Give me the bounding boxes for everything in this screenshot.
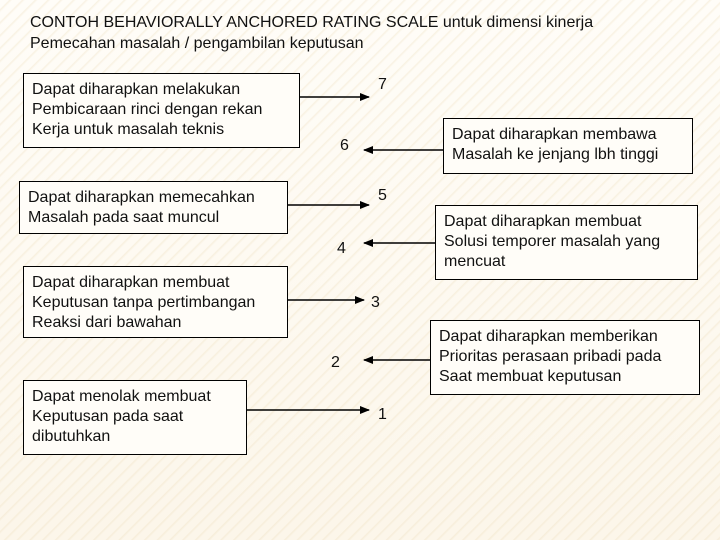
anchor-box-right-2: Dapat diharapkan membuat Solusi temporer masalah yang mencuat	[435, 205, 698, 280]
scale-value-5: 5	[378, 187, 387, 204]
anchor-box-left-3: Dapat diharapkan membuat Keputusan tanpa pertimbangan Reaksi dari bawahan	[23, 266, 288, 338]
anchor-box-left-1: Dapat diharapkan melakukan Pembicaraan rinci dengan rekan Kerja untuk masalah teknis	[23, 73, 300, 148]
scale-value-2: 2	[331, 354, 340, 371]
anchor-box-right-3: Dapat diharapkan memberikan Prioritas perasaan pribadi pada Saat membuat keputusan	[430, 320, 700, 395]
title-line-1: CONTOH BEHAVIORALLY ANCHORED RATING SCALE untuk dimensi kinerja	[30, 14, 594, 31]
scale-value-6: 6	[340, 137, 349, 154]
anchor-box-left-4: Dapat menolak membuat Keputusan pada saat dibutuhkan	[23, 380, 247, 455]
title-line-2: Pemecahan masalah / pengambilan keputusan	[30, 35, 364, 52]
anchor-box-right-1: Dapat diharapkan membawa Masalah ke jenjang lbh tinggi	[443, 118, 693, 174]
anchor-box-left-2: Dapat diharapkan memecahkan Masalah pada saat muncul	[19, 181, 288, 234]
scale-value-4: 4	[337, 240, 346, 257]
scale-value-1: 1	[378, 406, 387, 423]
scale-value-7: 7	[378, 76, 387, 93]
scale-value-3: 3	[371, 294, 380, 311]
